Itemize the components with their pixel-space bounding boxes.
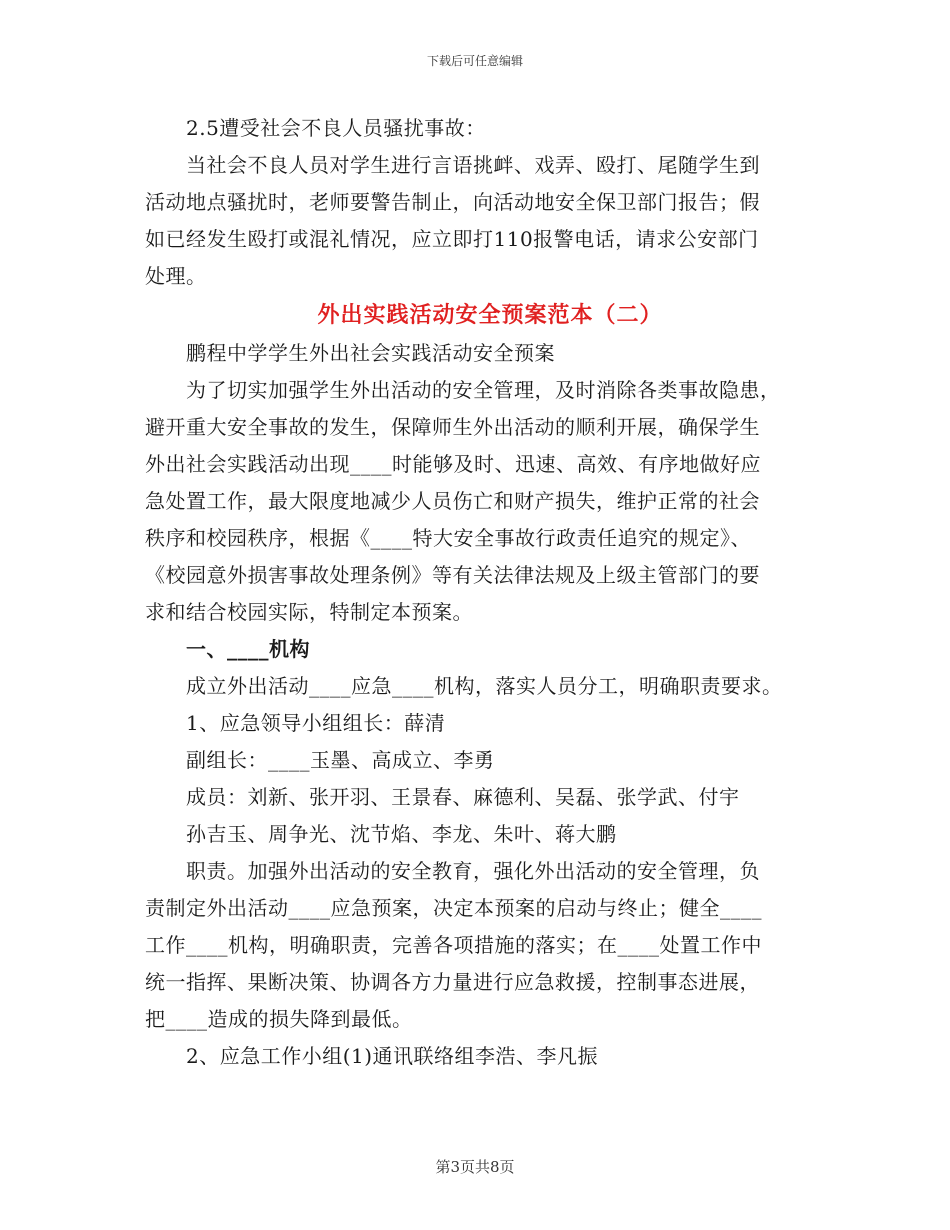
paragraph-line: 处理。 (145, 264, 207, 288)
list-item: 成员：刘新、张开羽、王景春、麻德利、吴磊、张学武、付宇 (186, 785, 740, 809)
list-item: 孙吉玉、周争光、沈节焰、李龙、朱叶、蒋大鹏 (186, 822, 617, 846)
paragraph-line: 外出社会实践活动出现____时能够及时、迅速、高效、有序地做好应 (145, 452, 761, 476)
paragraph-line: 成立外出活动____应急____机构，落实人员分工，明确职责要求。 (186, 674, 783, 698)
paragraph-line: 如已经发生殴打或混礼情况，应立即打110报警电话，请求公安部门 (145, 227, 759, 251)
document-title: 外出实践活动安全预案范本（二） (317, 302, 663, 328)
list-item: 2、应急工作小组(1)通讯联络组李浩、李凡振 (186, 1044, 599, 1068)
paragraph-line: 求和结合校园实际，特制定本预案。 (145, 600, 473, 624)
paragraph-line: 《校园意外损害事故处理条例》等有关法律法规及上级主管部门的要 (145, 563, 760, 587)
paragraph-line: 把____造成的损失降到最低。 (145, 1007, 413, 1031)
paragraph-line: 职责。加强外出活动的安全教育，强化外出活动的安全管理，负 (186, 859, 760, 883)
section-heading-1: 一、____机构 (186, 637, 310, 661)
list-item: 副组长：____玉墨、高成立、李勇 (186, 748, 495, 772)
paragraph-line: 避开重大安全事故的发生，保障师生外出活动的顺利开展，确保学生 (145, 415, 760, 439)
list-item: 1、应急领导小组组长：薛清 (186, 711, 446, 735)
section-heading-2-5: 2.5遭受社会不良人员骚扰事故： (186, 116, 486, 140)
paragraph-line: 急处置工作，最大限度地减少人员伤亡和财产损失，维护正常的社会 (145, 489, 760, 513)
subtitle: 鹏程中学学生外出社会实践活动安全预案 (186, 341, 555, 365)
document-body (145, 110, 805, 1075)
paragraph-line: 工作____机构，明确职责，完善各项措施的落实；在____处置工作中 (145, 933, 762, 957)
paragraph-line: 统一指挥、果断决策、协调各方力量进行应急救援，控制事态进展， (145, 970, 760, 994)
paragraph-line: 活动地点骚扰时，老师要警告制止，向活动地安全保卫部门报告；假 (145, 190, 760, 214)
header-note: 下载后可任意编辑 (426, 54, 523, 68)
paragraph-line: 秩序和校园秩序，根据《____特大安全事故行政责任追究的规定》、 (145, 526, 751, 550)
paragraph-line: 责制定外出活动____应急预案，决定本预案的启动与终止；健全____ (145, 896, 762, 920)
page-number: 第3页共8页 (435, 1158, 515, 1176)
paragraph-line: 当社会不良人员对学生进行言语挑衅、戏弄、殴打、尾随学生到 (186, 153, 760, 177)
paragraph-line: 为了切实加强学生外出活动的安全管理，及时消除各类事故隐患， (186, 378, 781, 402)
